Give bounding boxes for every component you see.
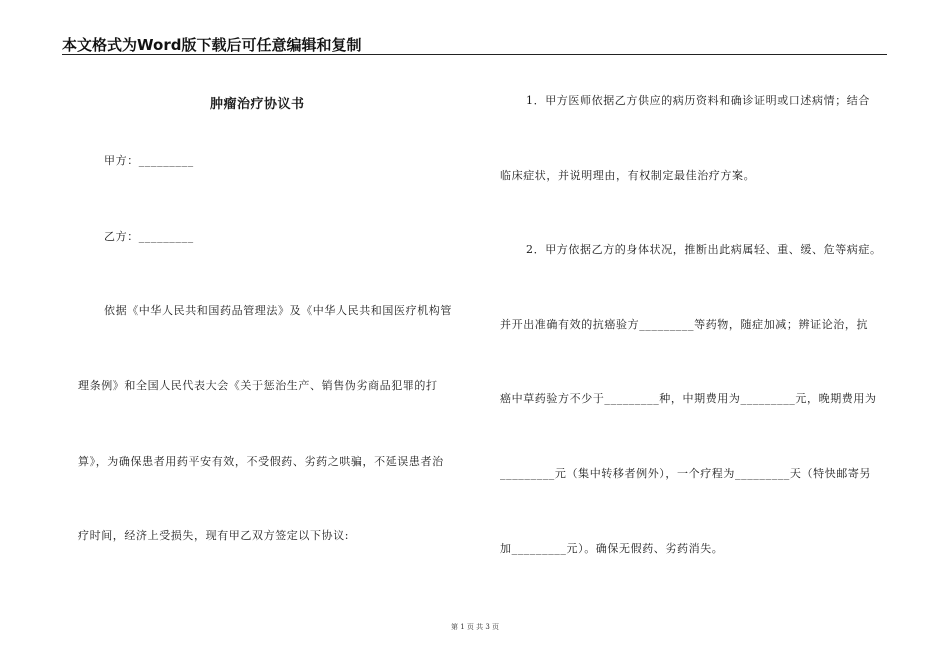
body-paragraph-line: 疗时间，经济上受损失，现有甲乙双方签定以下协议: (78, 529, 350, 542)
clause-2-line: _________元（集中转移者例外），一个疗程为_________天（特快邮寄另 (500, 467, 872, 480)
body-paragraph-line: 依据《中华人民共和国药品管理法》及《中华人民共和国医疗机构管 (104, 304, 452, 317)
clause-2-line: 癌中草药验方不少于_________种，中期费用为_________元，晚期费用为 (500, 392, 877, 405)
clause-2-line: 2．甲方依据乙方的身体状况，推断出此病属轻、重、缓、危等病症。 (526, 243, 882, 256)
body-paragraph-line: 理条例》和全国人民代表大会《关于惩治生产、销售伪劣商品犯罪的打 (78, 379, 438, 392)
page-number: 第 1 页 共 3 页 (450, 623, 500, 631)
clause-1-line: 1．甲方医师依据乙方供应的病历资料和确诊证明或口述病情；结合 (526, 94, 870, 107)
document-header: 本文格式为Word版下载后可任意编辑和复制 (62, 36, 362, 54)
party-a-line: 甲方：_________ (104, 154, 194, 167)
document-title: 肿瘤治疗协议书 (210, 97, 305, 112)
clause-2-line: 加_________元）。确保无假药、劣药消失。 (500, 542, 724, 555)
header-divider (62, 54, 887, 55)
body-paragraph-line: 算》，为确保患者用药平安有效，不受假药、劣药之哄骗，不延误患者治 (78, 455, 444, 468)
party-b-line: 乙方：_________ (104, 230, 194, 243)
clause-2-line: 并开出准确有效的抗癌验方_________等药物，随症加减；辨证论治，抗 (500, 318, 869, 331)
clause-1-line: 临床症状，并说明理由，有权制定最佳治疗方案。 (500, 169, 756, 182)
